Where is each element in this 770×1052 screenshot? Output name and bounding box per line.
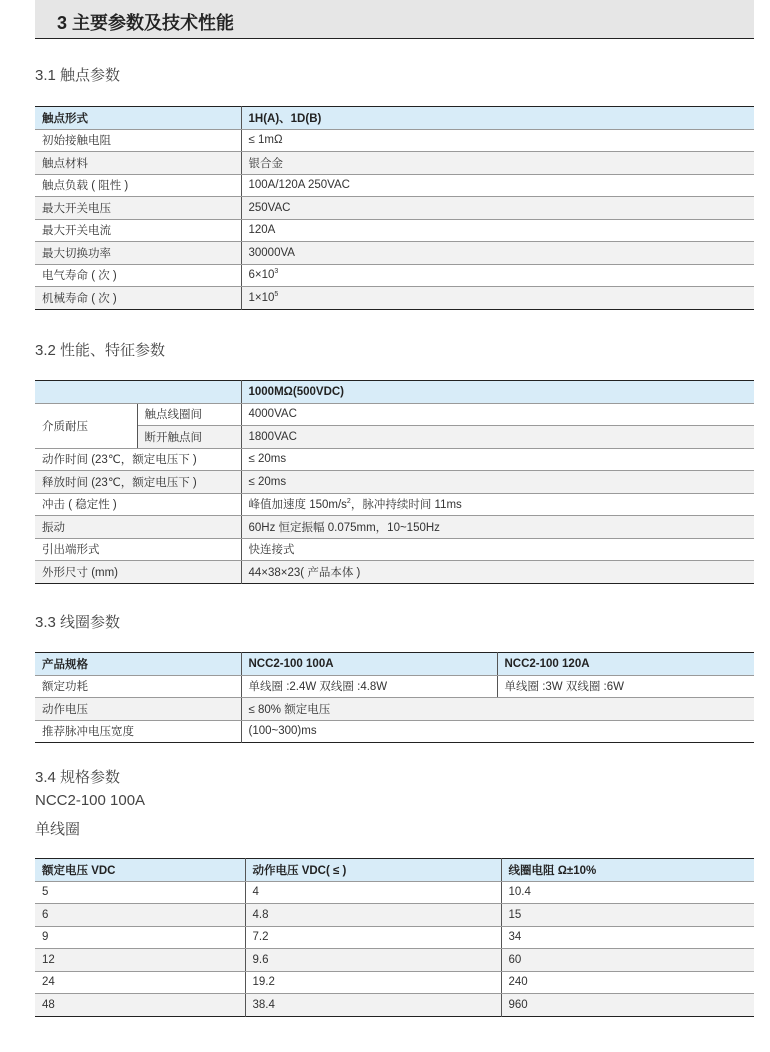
param-label: 电气寿命 ( 次 ): [35, 264, 241, 287]
dielectric-label: 介质耐压: [35, 403, 137, 448]
header-cell-empty: [35, 381, 241, 404]
param-sublabel: 触点线圈间: [137, 403, 241, 426]
param-label: 推荐脉冲电压宽度: [35, 720, 241, 743]
param-value: 30000VA: [241, 242, 754, 265]
param-label: 最大开关电流: [35, 219, 241, 242]
table-row: [35, 493, 754, 516]
table-row: [35, 287, 754, 310]
table-header-row: [35, 859, 754, 882]
param-value: [241, 493, 754, 516]
spec-table: [35, 858, 754, 1017]
param-value: 1800VAC: [241, 426, 754, 449]
param-value: 120A: [241, 219, 754, 242]
table-row: [35, 471, 754, 494]
section-title: 3 主要参数及技术性能: [57, 13, 235, 33]
coil-resistance: 240: [501, 971, 754, 994]
param-value: (100~300)ms: [241, 720, 754, 743]
param-value: 60Hz 恒定振幅 0.075mm，10~150Hz: [241, 516, 754, 539]
coil-resistance: 34: [501, 926, 754, 949]
table-row: [35, 152, 754, 175]
param-label: 额定功耗: [35, 675, 241, 698]
param-label: 振动: [35, 516, 241, 539]
table-header-row: [35, 381, 754, 404]
table-row: [35, 197, 754, 220]
param-value: 4000VAC: [241, 403, 754, 426]
param-label: 机械寿命 ( 次 ): [35, 287, 241, 310]
param-label: 最大开关电压: [35, 197, 241, 220]
header-cell: NCC2-100 100A: [241, 653, 497, 676]
rated-voltage: 6: [35, 904, 245, 927]
param-value: ≤ 20ms: [241, 448, 754, 471]
param-label: 外形尺寸 (mm): [35, 561, 241, 584]
param-sublabel: 断开触点间: [137, 426, 241, 449]
table-row: [35, 561, 754, 584]
table-header-row: [35, 653, 754, 676]
rated-voltage: 5: [35, 881, 245, 904]
header-cell: 动作电压 VDC( ≤ ): [245, 859, 501, 882]
table-row: [35, 994, 754, 1017]
contact-params-title: 3.1 触点参数: [35, 67, 121, 84]
coil-type: 单线圈: [35, 821, 81, 838]
value-exponent: 5: [274, 290, 279, 298]
value-base: 1×10: [248, 291, 275, 304]
table-row: [35, 129, 754, 152]
value-part: 峰值加速度 150m/s: [248, 499, 347, 512]
header-cell: NCC2-100 120A: [497, 653, 754, 676]
param-value: 250VAC: [241, 197, 754, 220]
header-cell: 1000MΩ(500VDC): [241, 381, 754, 404]
table-row: [35, 403, 754, 426]
table-row: [35, 881, 754, 904]
param-value: ≤ 80% 额定电压: [241, 698, 754, 721]
param-value: ≤ 20ms: [241, 471, 754, 494]
rated-voltage: 9: [35, 926, 245, 949]
coil-resistance: 15: [501, 904, 754, 927]
model-name: NCC2-100 100A: [35, 792, 146, 809]
table-row: [35, 904, 754, 927]
value-base: 6×10: [248, 269, 275, 282]
value-part: ，脉冲持续时间 11ms: [350, 499, 462, 512]
param-label: 触点材料: [35, 152, 241, 175]
table-row: [35, 264, 754, 287]
table-row: [35, 538, 754, 561]
rated-voltage: 12: [35, 949, 245, 972]
table-header-row: [35, 107, 754, 130]
pickup-voltage: 4.8: [245, 904, 501, 927]
param-value: 单线圈 :3W 双线圈 :6W: [497, 675, 754, 698]
pickup-voltage: 7.2: [245, 926, 501, 949]
table-row: [35, 926, 754, 949]
table-row: [35, 426, 754, 449]
table-row: [35, 242, 754, 265]
table-row: [35, 698, 754, 721]
value-exponent: 3: [274, 268, 279, 276]
contact-params-table: [35, 106, 754, 310]
pickup-voltage: 4: [245, 881, 501, 904]
header-cell: 额定电压 VDC: [35, 859, 245, 882]
param-value: 单线圈 :2.4W 双线圈 :4.8W: [241, 675, 497, 698]
value-exponent: 2: [346, 498, 351, 506]
param-label: 初始接触电阻: [35, 129, 241, 152]
table-row: [35, 448, 754, 471]
pickup-voltage: 9.6: [245, 949, 501, 972]
param-label: 引出端形式: [35, 538, 241, 561]
spec-params-title: 3.4 规格参数: [35, 769, 121, 786]
coil-resistance: 60: [501, 949, 754, 972]
param-value: ≤ 1mΩ: [241, 129, 754, 152]
param-label: 动作电压: [35, 698, 241, 721]
coil-resistance: 10.4: [501, 881, 754, 904]
table-row: [35, 720, 754, 743]
coil-resistance: 960: [501, 994, 754, 1017]
performance-params-table: [35, 380, 754, 584]
table-row: [35, 219, 754, 242]
param-label: 触点负载 ( 阻性 ): [35, 174, 241, 197]
header-cell: 产品规格: [35, 653, 241, 676]
param-value: 44×38×23( 产品本体 ): [241, 561, 754, 584]
table-row: [35, 174, 754, 197]
coil-params-table: [35, 652, 754, 743]
param-label: 最大切换功率: [35, 242, 241, 265]
header-cell: 触点形式: [35, 107, 241, 130]
performance-params-title: 3.2 性能、特征参数: [35, 342, 166, 359]
table-row: [35, 516, 754, 539]
table-row: [35, 971, 754, 994]
param-label: 释放时间 (23℃，额定电压下 ): [35, 471, 241, 494]
param-label: 冲击 ( 稳定性 ): [35, 493, 241, 516]
param-value: [241, 287, 754, 310]
param-value: 银合金: [241, 152, 754, 175]
table-row: [35, 949, 754, 972]
param-label: 动作时间 (23℃，额定电压下 ): [35, 448, 241, 471]
param-value: 快连接式: [241, 538, 754, 561]
param-value: 100A/120A 250VAC: [241, 174, 754, 197]
rated-voltage: 48: [35, 994, 245, 1017]
pickup-voltage: 19.2: [245, 971, 501, 994]
coil-params-title: 3.3 线圈参数: [35, 614, 121, 631]
pickup-voltage: 38.4: [245, 994, 501, 1017]
header-cell: 1H(A)、1D(B): [241, 107, 754, 130]
table-row: [35, 675, 754, 698]
header-cell: 线圈电阻 Ω±10%: [501, 859, 754, 882]
rated-voltage: 24: [35, 971, 245, 994]
param-value: [241, 264, 754, 287]
section-header-bar: [35, 0, 754, 39]
